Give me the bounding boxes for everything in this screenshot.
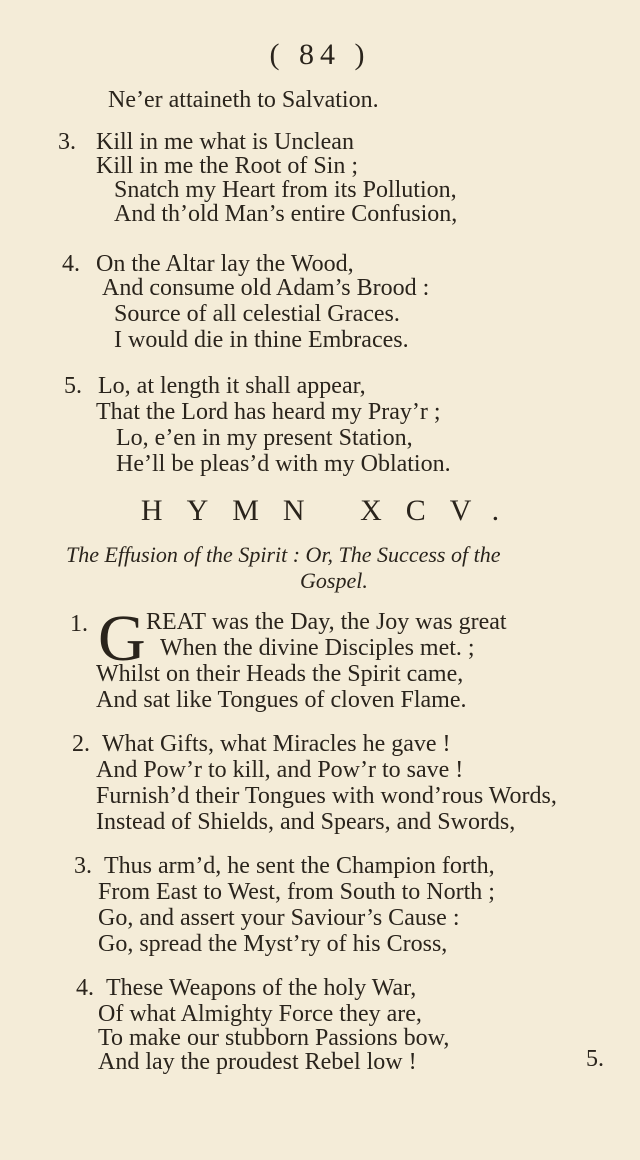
verse-line: Go, and assert your Saviour’s Cause : [98, 905, 460, 931]
verse-line: I would die in thine Embraces. [114, 327, 409, 353]
stanza-number: 4. [62, 251, 80, 277]
verse-line: And sat like Tongues of cloven Flame. [96, 687, 467, 713]
verse-line: That the Lord has heard my Pray’r ; [96, 399, 441, 425]
verse-line: From East to West, from South to North ; [98, 879, 495, 905]
stanza-number: 3. [58, 129, 76, 155]
verse-line: What Gifts, what Miracles he gave ! [102, 731, 451, 757]
verse-line: He’ll be pleas’d with my Oblation. [116, 451, 451, 477]
stanza-number: 2. [72, 731, 90, 757]
verse-line: To make our stubborn Passions bow, [98, 1025, 450, 1051]
verse-line: Of what Almighty Force they are, [98, 1001, 422, 1027]
verse-line: Instead of Shields, and Spears, and Swords, [96, 809, 516, 835]
verse-line: Snatch my Heart from its Pollution, [114, 177, 457, 203]
verse-line: Kill in me the Root of Sin ; [96, 153, 358, 179]
verse-line: Furnish’d their Tongues with wond’rous Words, [96, 783, 557, 809]
catchword: 5. [586, 1046, 604, 1072]
verse-line: And th’old Man’s entire Confusion, [114, 201, 458, 227]
verse-line: And consume old Adam’s Brood : [102, 275, 430, 301]
hymn-subtitle-continued: Gospel. [300, 568, 368, 593]
verse-line: Ne’er attaineth to Salvation. [108, 87, 379, 113]
verse-line: Source of all celestial Graces. [114, 301, 400, 327]
verse-line: And lay the proudest Rebel low ! [98, 1049, 417, 1075]
verse-line: On the Altar lay the Wood, [96, 251, 354, 277]
drop-cap: G [98, 602, 146, 675]
verse-line: Thus arm’d, he sent the Champion forth, [104, 853, 495, 879]
verse-line: Go, spread the Myst’ry of his Cross, [98, 931, 448, 957]
verse-line: Lo, e’en in my present Station, [116, 425, 413, 451]
verse-line: These Weapons of the holy War, [106, 975, 417, 1001]
hymn-title: HYMN XCV. [140, 494, 524, 527]
verse-line: Kill in me what is Unclean [96, 129, 354, 155]
verse-line: Whilst on their Heads the Spirit came, [96, 661, 464, 687]
stanza-number: 3. [74, 853, 92, 879]
stanza-number: 4. [76, 975, 94, 1001]
verse-line: When the divine Disciples met. ; [160, 635, 475, 661]
verse-line: REAT was the Day, the Joy was great [146, 609, 507, 635]
page-number: ( 84 ) [269, 38, 371, 71]
stanza-number: 5. [64, 373, 82, 399]
verse-line: And Pow’r to kill, and Pow’r to save ! [96, 757, 464, 783]
verse-line: Lo, at length it shall appear, [98, 373, 366, 399]
stanza-number: 1. [70, 611, 88, 637]
hymn-subtitle: The Effusion of the Spirit : Or, The Success of the [66, 542, 501, 567]
